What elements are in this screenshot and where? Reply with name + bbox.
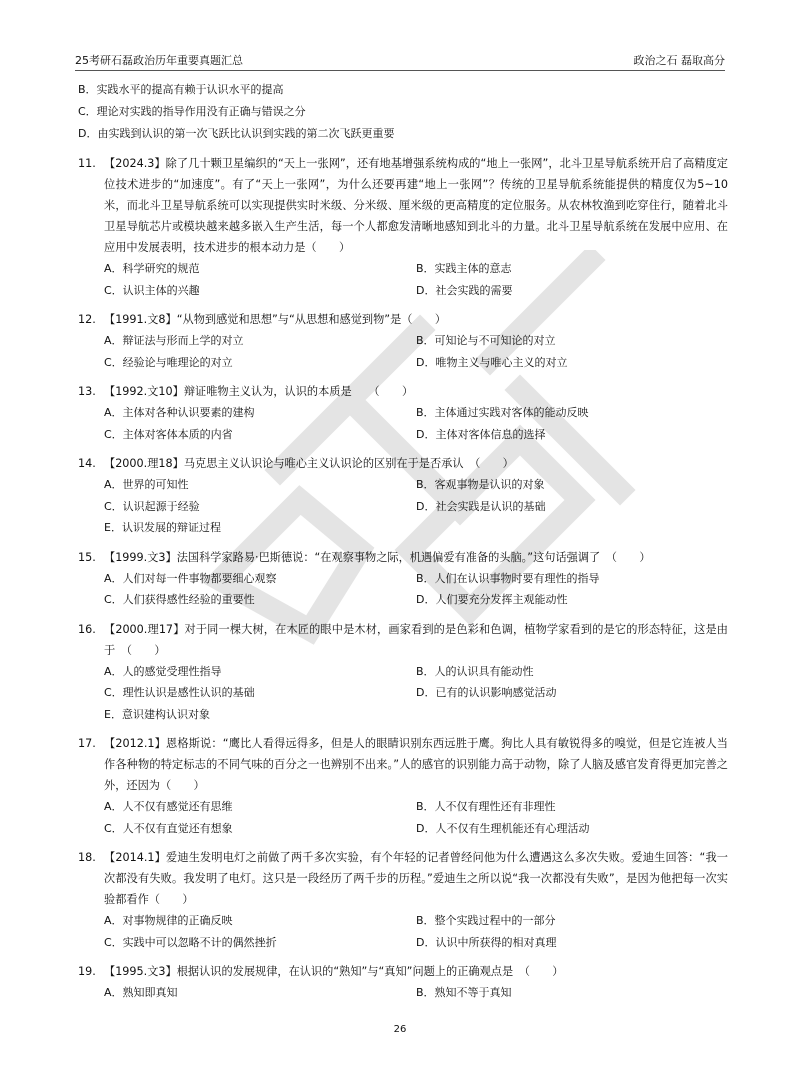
question-number: 16. [78,622,96,636]
question-item [78,309,728,373]
answer-option: D．唯物主义与唯心主义的对立 [416,355,568,369]
option-grid [104,330,728,373]
question-item [78,453,728,539]
answer-option: E．意识建构认识对象 [104,707,210,721]
answer-option: D．认识中所获得的相对真理 [416,935,557,949]
answer-option: A．人的感觉受理性指导 [104,664,222,678]
answer-option: C．主体对客体本质的内省 [104,427,233,441]
option-grid [104,402,728,445]
question-item [78,733,728,839]
answer-option: A．人不仅有感觉还有思维 [104,800,233,813]
answer-option: B．整个实践过程中的一部分 [416,914,556,927]
question-item [78,381,728,445]
answer-option: A．辩证法与形而上学的对立 [104,334,244,347]
question-text: 【2000.理17】对于同一棵大树，在木匠的眼中是木材，画家看到的是色彩和色调，植物学家看到的是它的形态特征，这是由于 （ ） [104,622,728,657]
question-text: 【2000.理18】马克思主义认识论与唯心主义认识论的区别在于是否承认 （ ） [104,457,514,470]
answer-option: D．已有的认识影响感觉活动 [416,686,557,699]
answer-option: C．经验论与唯理论的对立 [104,355,233,369]
answer-option: C．认识主体的兴趣 [104,283,200,297]
answer-option: B．人不仅有理性还有非理性 [416,800,556,813]
answer-option: B．人的认识具有能动性 [416,664,534,678]
answer-option: A．主体对各种认识要素的建构 [104,406,255,419]
question-text: 【2014.1】爱迪生发明电灯之前做了两千多次实验，有个年轻的记者曾经问他为什么遭遇这么多次失败。爱迪生回答：“我一次都没有失败。我发明了电灯。这只是一段经历了两千步的历程。”爱迪生之所以说“我一次都没有失败”，是因为他把每一次实验都看作（ ） [104,851,728,906]
question-item [78,961,728,1004]
answer-option: B．熟知不等于真知 [416,986,512,999]
question-text: 【1992.文10】辩证唯物主义认为，认识的本质是 （ ） [104,385,414,398]
option-grid [104,568,728,611]
carryover-option: D．由实践到认识的第一次飞跃比认识到实践的第二次飞跃更重要 [78,127,395,140]
answer-option: C．人们获得感性经验的重要性 [104,593,255,606]
header-title: 25考研石磊政治历年重要真题汇总 [75,54,243,67]
option-grid [104,982,728,1004]
question-item [78,619,728,726]
question-stem [78,381,728,402]
page-header [75,50,725,71]
question-text: 【1995.文3】根据认识的发展规律，在认识的“熟知”与“真知”问题上的正确观点是 （ ） [104,965,564,978]
question-text: 【2024.3】除了几十颗卫星编织的“天上一张网”，还有地基增强系统构成的“地上一张网”，北斗卫星导航系统开启了高精度定位技术进步的“加速度”。有了“天上一张网”，为什么还要再建“地上一张网”？传统的卫星导航系统能提供的精度仅为5~10米，而北斗卫星导航系统可以实现提供实时米级、分米级、厘米级的更高精度的定位服务。从农林牧渔到吃穿住行，随着北斗卫星导航芯片或模块越来越多嵌入生产生活，每一个人都愈发清晰地感知到北斗的力量。北斗卫星导航系统在发展中应用、在应用中发展表明，技术进步的根本动力是（ ） [104,157,728,254]
answer-option: D．社会实践是认识的基础 [416,499,546,513]
question-stem [78,847,728,910]
question-stem [78,547,728,568]
option-grid [104,796,728,839]
answer-option: A．对事物规律的正确反映 [104,914,233,927]
option-grid [104,910,728,953]
question-stem [78,453,728,474]
question-stem [78,619,728,661]
answer-option: A．科学研究的规范 [104,262,200,275]
answer-option: D．人不仅有生理机能还有心理活动 [416,821,590,835]
question-stem [78,733,728,796]
question-text: 【1999.文3】法国科学家路易·巴斯德说：“在观察事物之际，机遇偏爱有准备的头脑。”这句话强调了 （ ） [104,550,651,564]
answer-option: B．可知论与不可知论的对立 [416,334,556,347]
question-stem [78,153,728,258]
question-stem [78,961,728,982]
answer-option: D．主体对客体信息的选择 [416,427,546,441]
option-grid [104,661,728,704]
carryover-option: C．理论对实践的指导作用没有正确与错误之分 [78,105,306,118]
answer-option: D．社会实践的需要 [416,283,513,297]
answer-option: C．认识起源于经验 [104,499,200,513]
answer-option: B．客观事物是认识的对象 [416,478,545,491]
answer-option: A．世界的可知性 [104,478,189,491]
answer-option: C．理性认识是感性认识的基础 [104,686,255,699]
answer-option: C．实践中可以忽略不计的偶然挫折 [104,935,277,949]
answer-option: E．认识发展的辩证过程 [104,521,221,534]
question-text: 【1991.文8】“从物到感觉和思想”与“从思想和感觉到物”是（ ） [104,313,447,326]
question-stem [78,309,728,330]
option-grid [104,474,728,517]
question-number: 17. [78,737,96,750]
question-number: 11. [78,157,96,170]
question-list [78,79,728,1004]
question-number: 12. [78,313,96,326]
question-number: 18. [78,851,96,864]
question-item [78,153,728,301]
option-grid [104,258,728,301]
answer-option: B．主体通过实践对客体的能动反映 [416,406,589,419]
question-item [78,547,728,611]
answer-option: B．人们在认识事物时要有理性的指导 [416,571,600,585]
answer-option: A．熟知即真知 [104,986,178,999]
page-number: 26 [393,1024,407,1035]
question-text: 【2012.1】恩格斯说：“鹰比人看得远得多，但是人的眼睛识别东西远胜于鹰。狗比人具有敏锐得多的嗅觉，但是它连被人当作各种物的特定标志的不同气味的百分之一也辨别不出来。”人的感官的识别能力高于动物，除了人脑及感官发育得更加完善之外，还因为（ ） [104,737,728,792]
question-number: 19. [78,965,96,978]
answer-option: B．实践主体的意志 [416,262,512,275]
question-number: 13. [78,385,96,398]
question-item [78,847,728,953]
question-number: 15. [78,550,96,564]
answer-option: A．人们对每一件事物都要细心观察 [104,571,277,585]
answer-option: D．人们要充分发挥主观能动性 [416,593,568,606]
answer-option: C．人不仅有直觉还有想象 [104,821,233,835]
header-slogan: 政治之石 磊取高分 [633,54,725,67]
question-number: 14. [78,457,96,470]
carryover-option: B．实践水平的提高有赖于认识水平的提高 [78,83,284,96]
